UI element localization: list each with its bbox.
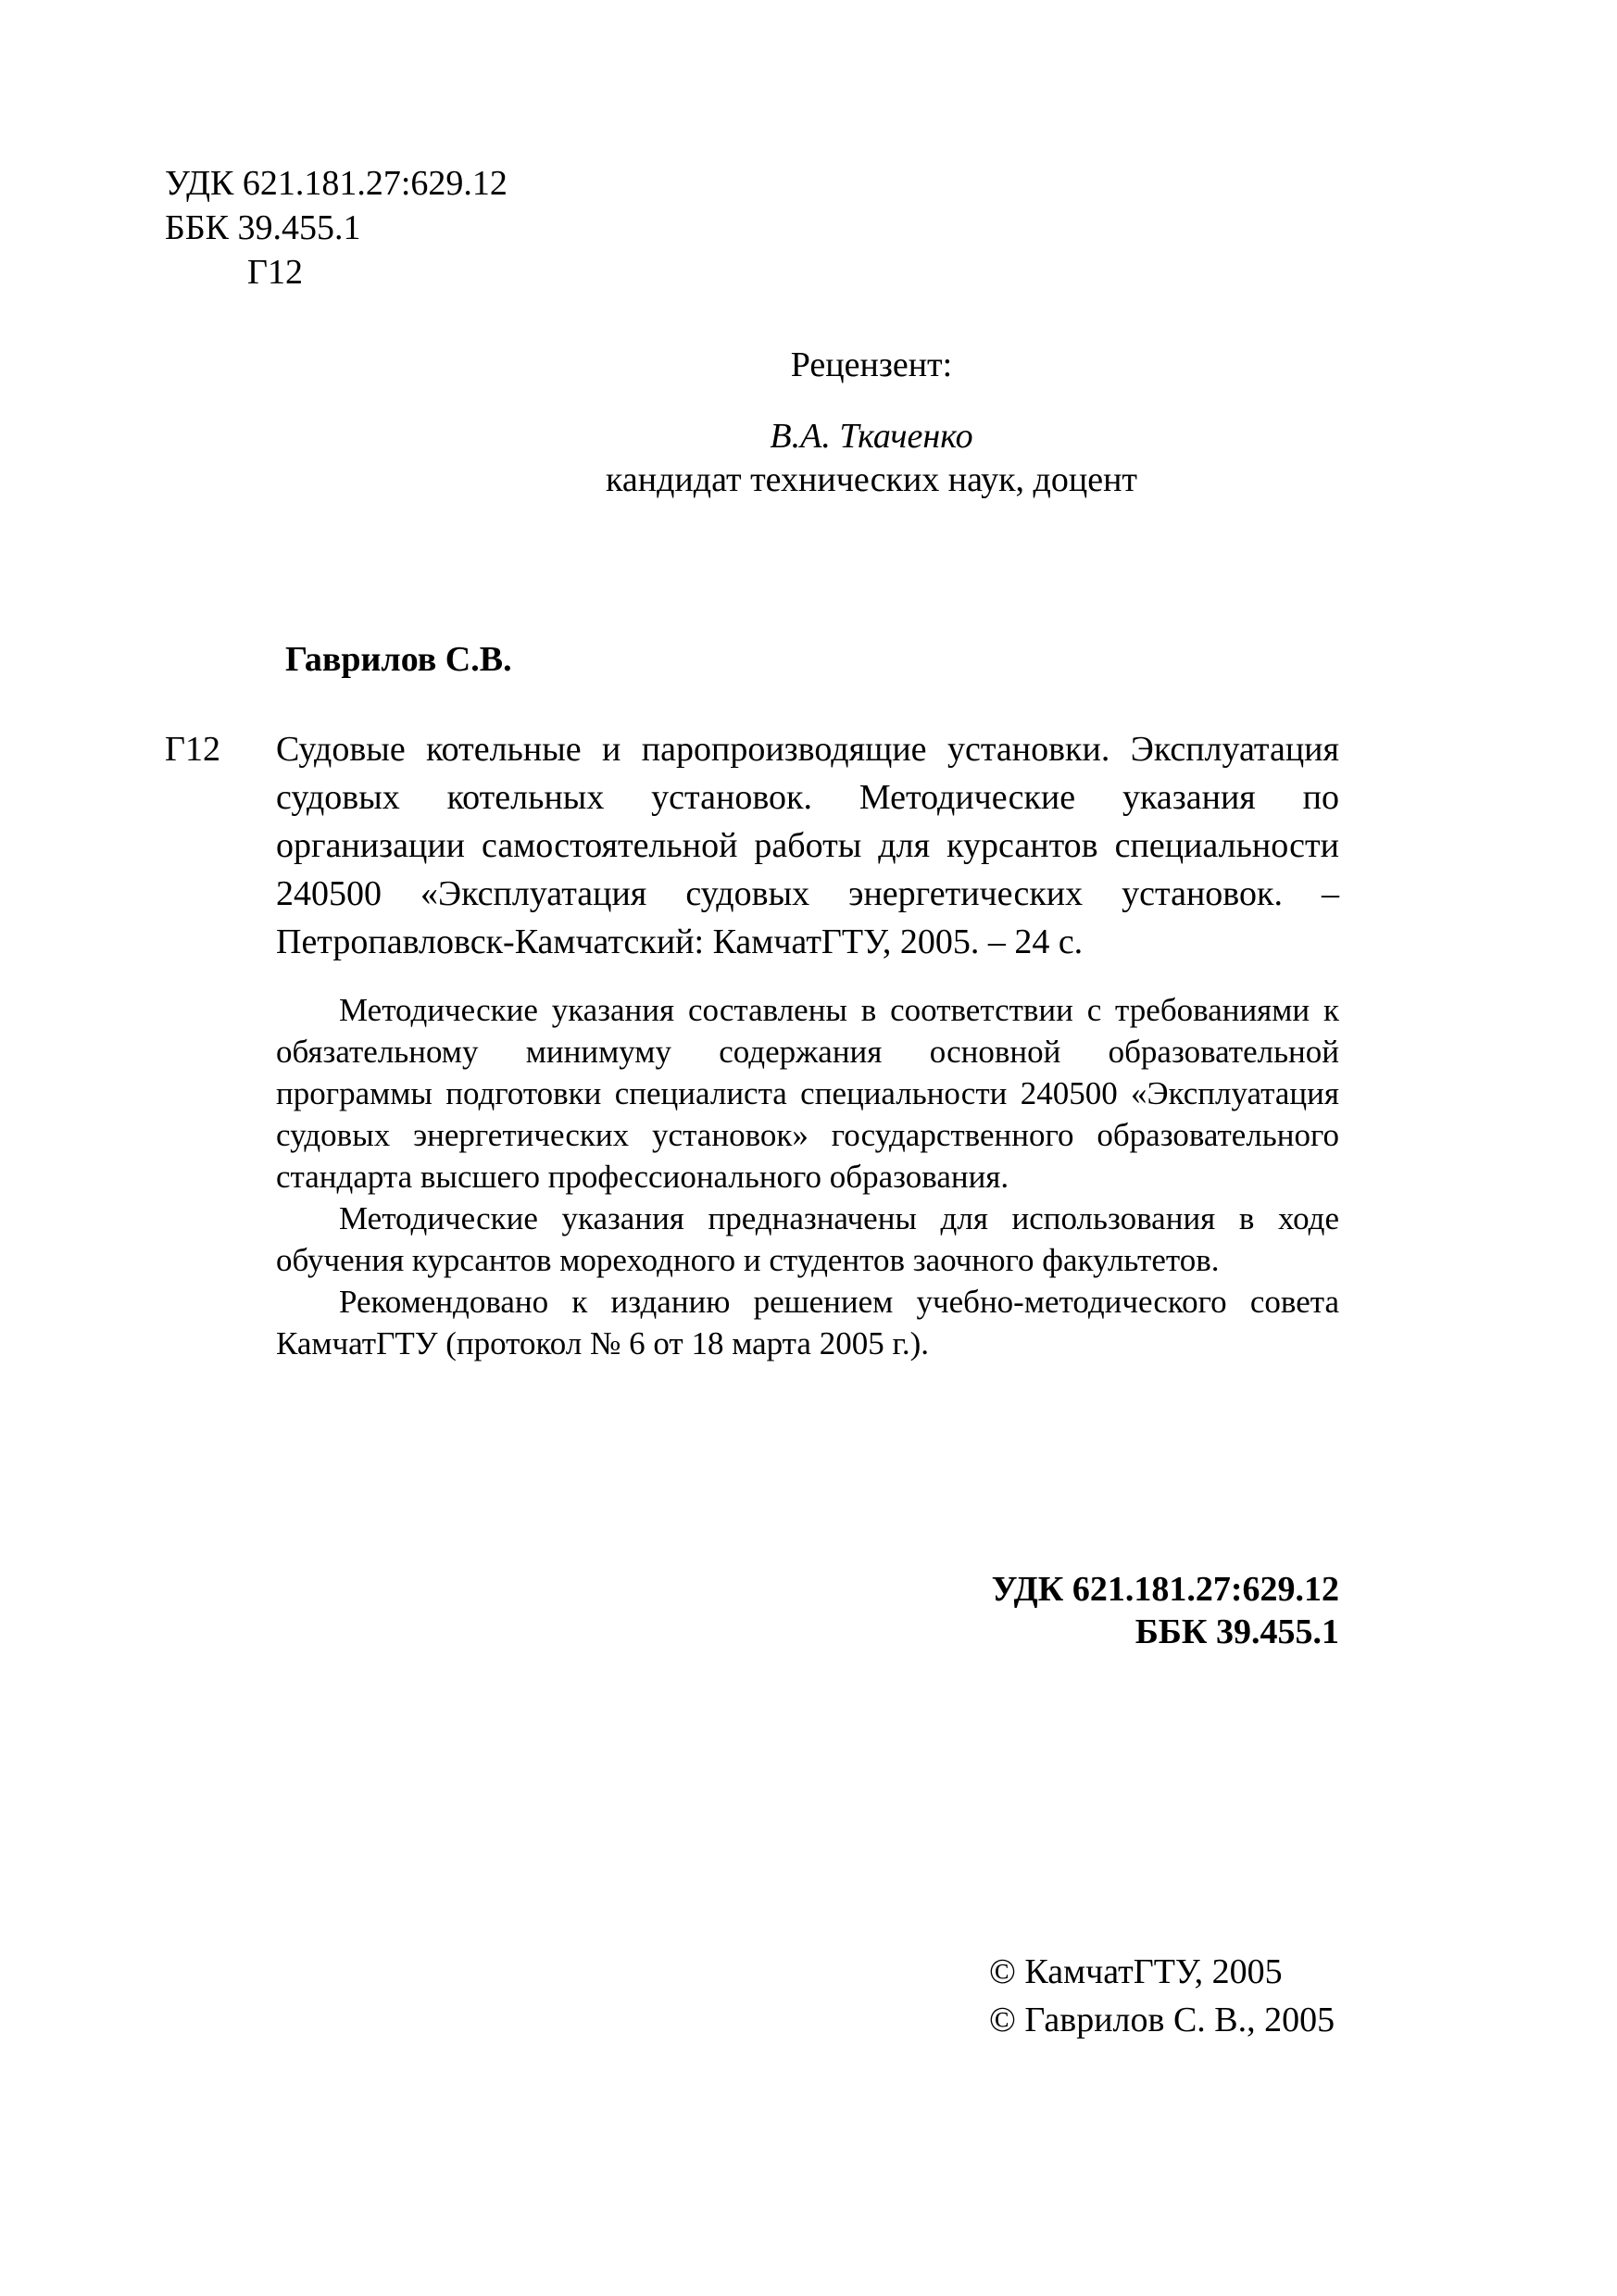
bibliographic-description: Судовые котельные и паропроизводящие установки. Эксплуатация судовых котельных установок. Методические указания по организации самостоятельной работы для курсантов специальности 240500 «Эксплуатация судовых энергетических установок. – Петропавловск-Камчатский: КамчатГТУ, 2005. – 24 с. [276, 730, 1339, 961]
author-heading: Гаврилов С.В. [285, 640, 512, 679]
header-index-block [165, 159, 508, 293]
annotation-block [276, 989, 1339, 1364]
annotation-paragraph: Методические указания составлены в соответствии с требованиями к обязательному минимуму содержания основной образовательной программы подготовки специалиста специальности 240500 «Эксплуатация судовых энергетических установок» государственного образовательного стандарта высшего профессионального образования. [276, 992, 1339, 1195]
reviewer-credentials: кандидат технических наук, доцент [605, 460, 1138, 499]
footer-udk-code: УДК 621.181.27:629.12 [991, 1570, 1339, 1609]
reviewer-name: В.А. Ткаченко [770, 417, 973, 456]
bibliographic-code: Г12 [165, 730, 220, 769]
author-sign-code: Г12 [247, 253, 303, 292]
copyright-line: © Гаврилов С. В., 2005 [989, 2001, 1335, 2039]
udk-code: УДК 621.181.27:629.12 [165, 164, 508, 203]
bbk-code: ББК 39.455.1 [165, 208, 361, 247]
reviewer-label: Рецензент: [790, 345, 953, 384]
copyright-line: © КамчатГТУ, 2005 [989, 1952, 1283, 1991]
footer-bbk-code: ББК 39.455.1 [1134, 1612, 1339, 1651]
annotation-paragraph: Методические указания предназначены для использования в ходе обучения курсантов мореходного и студентов заочного факультетов. [276, 1200, 1339, 1278]
annotation-paragraph: Рекомендовано к изданию решением учебно-методического совета КамчатГТУ (протокол № 6 от 18 марта 2005 г.). [276, 1284, 1339, 1361]
footer-index-block [992, 1565, 1339, 1650]
copyright-block [989, 1948, 1335, 2044]
